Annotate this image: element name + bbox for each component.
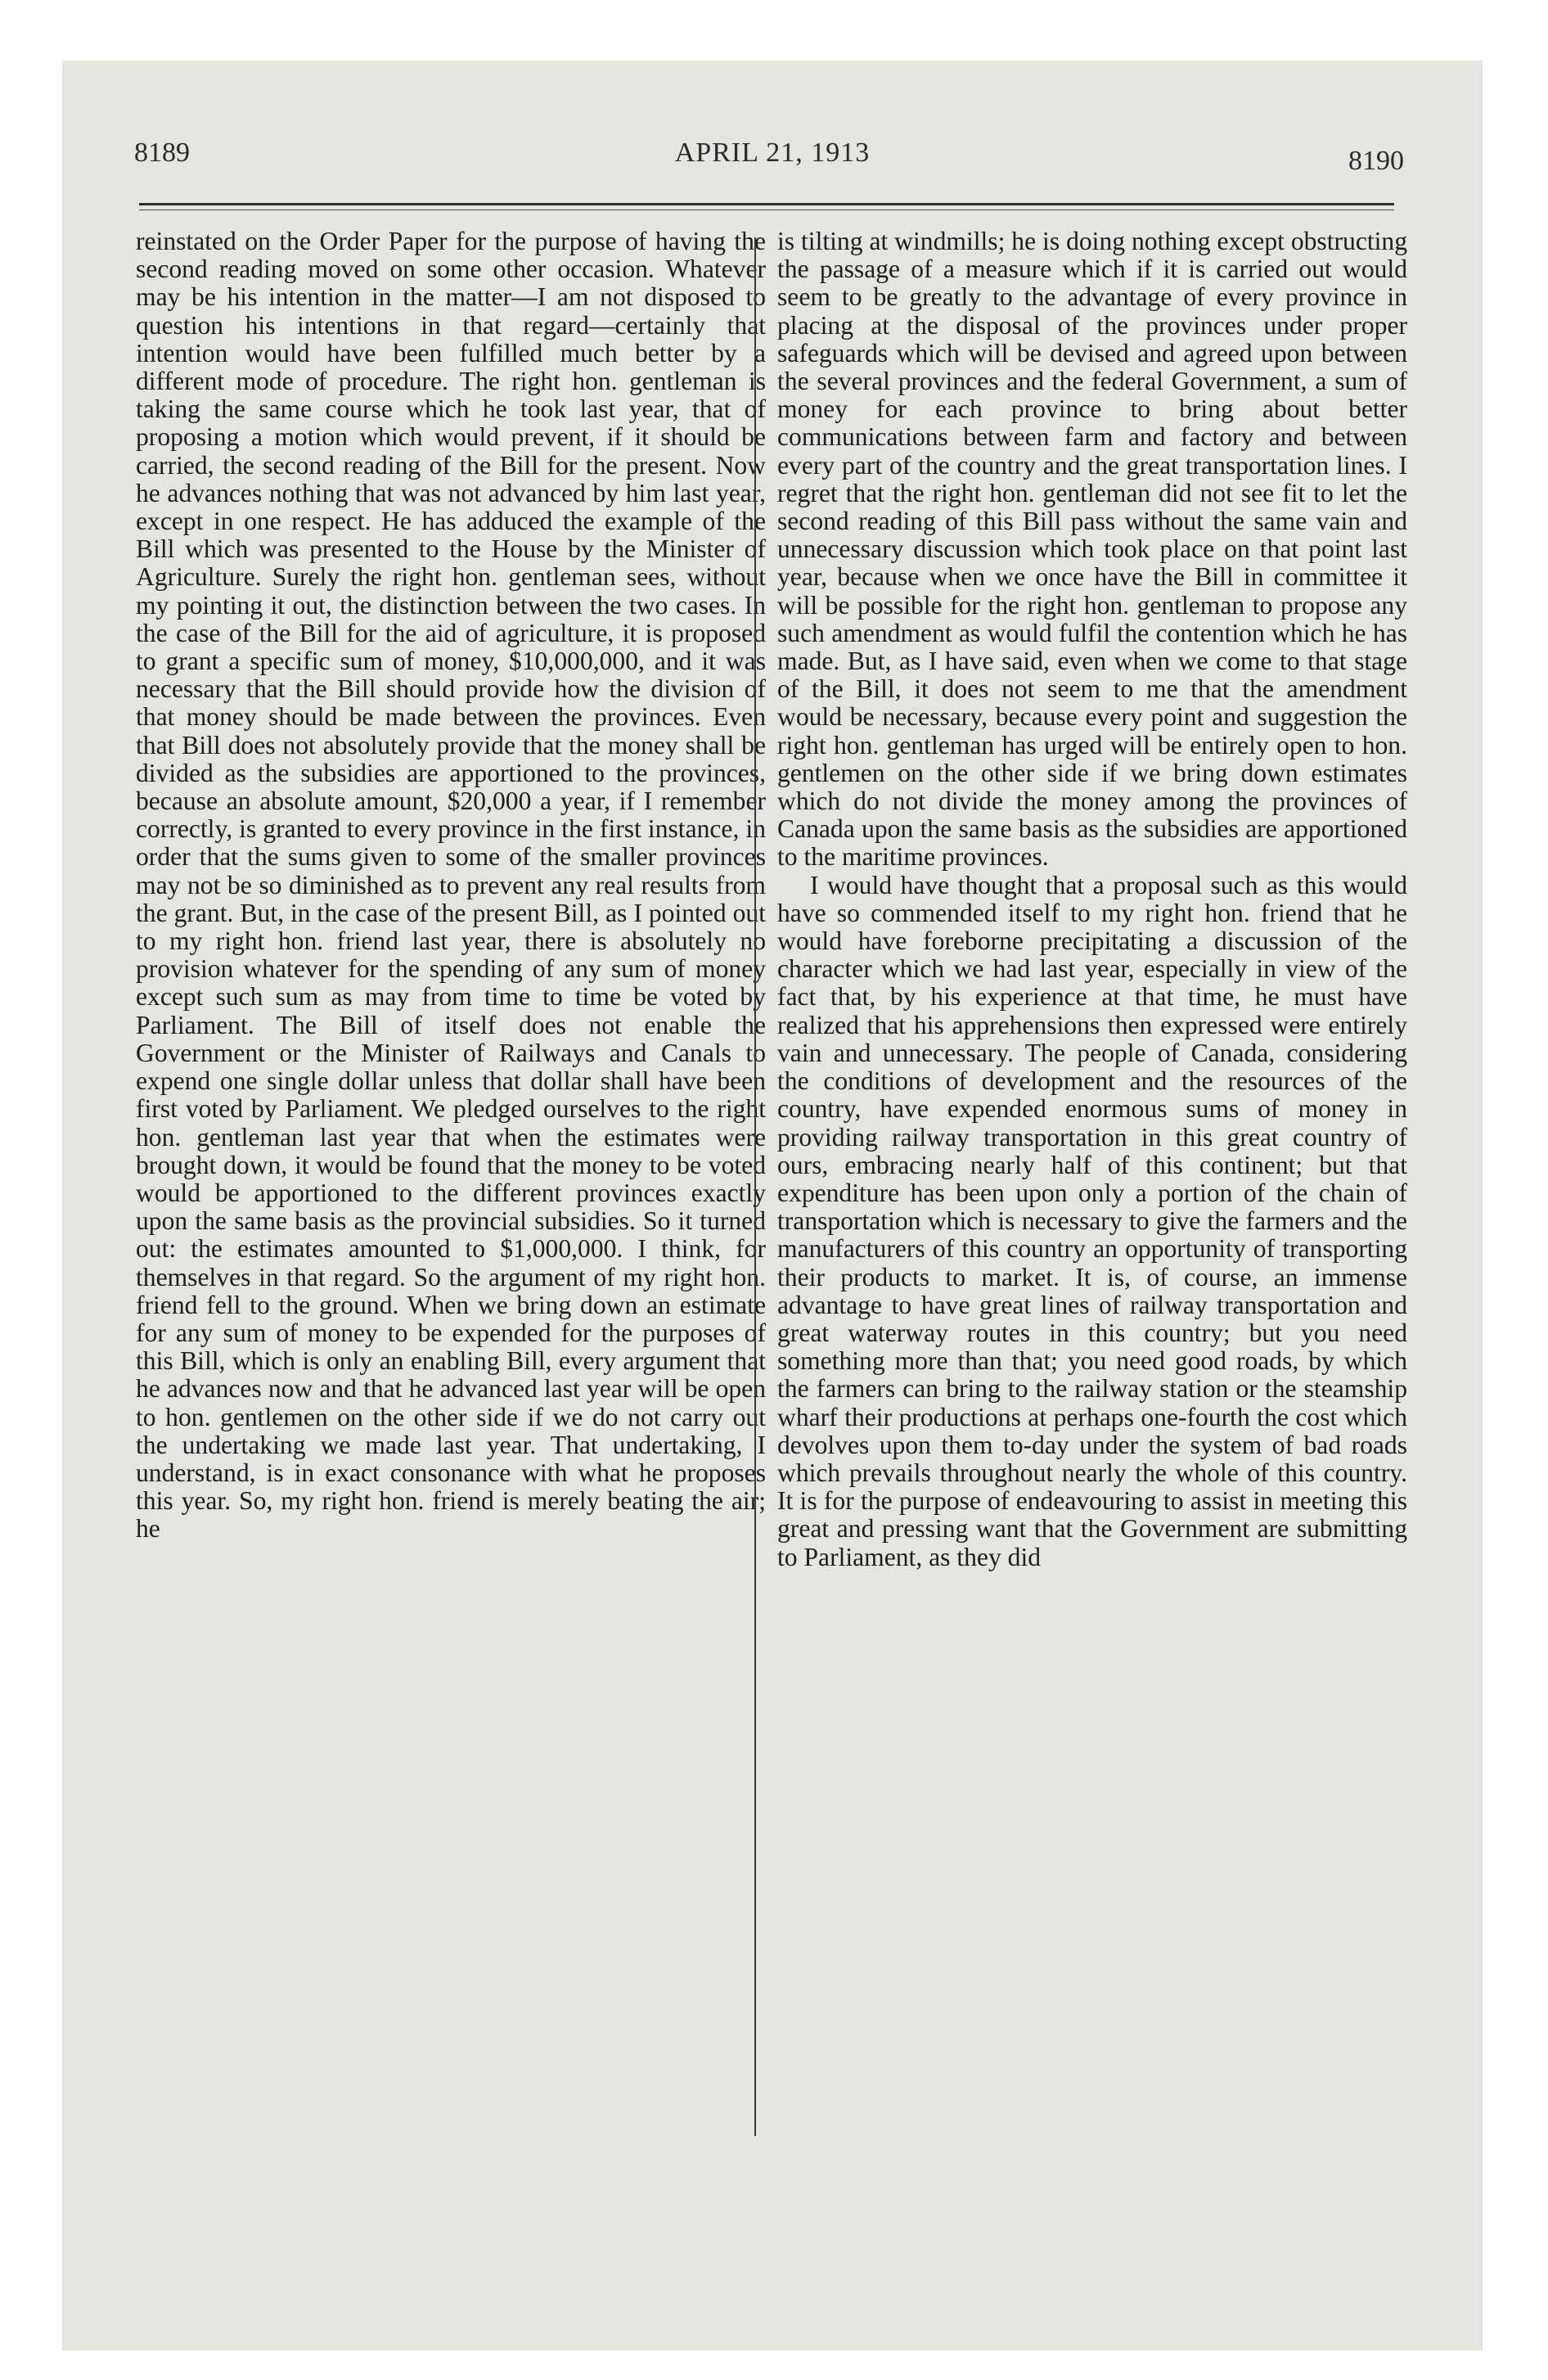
left-column [136,228,766,1544]
header-rule [139,203,1394,205]
page-number-right: 8190 [1348,146,1404,176]
right-column [777,228,1407,1571]
page-date: APRIL 21, 1913 [674,137,871,168]
page-number-left: 8189 [134,137,190,168]
left-column-paragraph: reinstated on the Order Paper for the purpose of having the second reading moved on some other occasion. Whatever may be his intention in the matter—I am not disposed to question his intentions in that regard—certainly that intention would have been fulfilled much better by a different mode of procedure. The right hon. gentleman is taking the same course which he took last year, that of proposing a motion which would prevent, if it should be carried, the second reading of the Bill for the present. Now he advances nothing that was not advanced by him last year, except in one respect. He has adduced the example of the Bill which was presented to the House by the Minister of Agriculture. Surely the right hon. gentleman sees, without my pointing it out, the distinction between the two cases. In the case of the Bill for the aid of agriculture, it is proposed to grant a specific sum of money, $10,000,000, and it was necessary that the Bill should provide how the division of that money should be made between the provinces. Even that Bill does not absolutely provide that the money shall be divided as the subsidies are apportioned to the provinces, because an absolute amount, $20,000 a year, if I remember correctly, is granted to every province in the first instance, in order that the sums given to some of the smaller provinces may not be so diminished as to prevent any real results from the grant. But, in the case of the present Bill, as I pointed out to my right hon. friend last year, there is absolutely no provision whatever for the spending of any sum of money except such sum as may from time to time be voted by Parliament. The Bill of itself does not enable the Government or the Minister of Railways and Canals to expend one single dollar unless that dollar shall have been first voted by Parliament. We pledged ourselves to the right hon. gentleman last year that when the estimates were brought down, it would be found that the money to be voted would be apportioned to the different provinces exactly upon the same basis as the provincial subsidies. So it turned out: the estimates amounted to $1,000,000. I think, for themselves in that regard. So the argument of my right hon. friend fell to the ground. When we bring down an estimate for any sum of money to be expended for the purposes of this Bill, which is only an enabling Bill, every argument that he advances now and that he advanced last year will be open to hon. gentlemen on the other side if we do not carry out the undertaking we made last year. That undertaking, I understand, is in exact consonance with what he proposes this year. So, my right hon. friend is merely beating the air; he [136,227,766,1544]
column-divider [754,237,756,2136]
page-header [62,88,1483,176]
right-column-paragraph-2: I would have thought that a proposal such as this would have so commended itself to my right hon. friend that he would have foreborne precipitating a discussion of the character which we had last year, especially in view of the fact that, by his experience at that time, he must have realized that his apprehensions then expressed were entirely vain and unnecessary. The people of Canada, considering the conditions of development and the resources of the country, have expended enormous sums of money in providing railway transportation in this great country of ours, embracing nearly half of this continent; but that expenditure has been upon only a portion of the chain of transportation which is necessary to give the farmers and the manufacturers of this country an opportunity of transporting their products to market. It is, of course, an immense advantage to have great lines of railway transportation and great waterway routes in this country; but you need something more than that; you need good roads, by which the farmers can bring to the railway station or the steamship wharf their productions at perhaps one-fourth the cost which devolves upon them to-day under the system of bad roads which prevails throughout nearly the whole of this country. It is for the purpose of endeavouring to assist in meeting this great and pressing want that the Government are submitting to Parliament, as they did [777,870,1407,1571]
right-column-paragraph-1: is tilting at windmills; he is doing nothing except obstructing the passage of a measure which if it is carried out would seem to be greatly to the advantage of every province in placing at the disposal of the provinces under proper safeguards which will be devised and agreed upon between the several provinces and the federal Government, a sum of money for each province to bring about better communications between farm and factory and between every part of the country and the great transportation lines. I regret that the right hon. gentleman did not see fit to let the second reading of this Bill pass without the same vain and unnecessary discussion which took place on that point last year, because when we once have the Bill in committee it will be possible for the right hon. gentleman to propose any such amendment as would fulfil the contention which he has made. But, as I have said, even when we come to that stage of the Bill, it does not seem to me that the amendment would be necessary, because every point and suggestion the right hon. gentleman has urged will be entirely open to hon. gentlemen on the other side if we bring down estimates which do not divide the money among the provinces of Canada upon the same basis as the subsidies are apportioned to the maritime provinces. [777,227,1407,872]
